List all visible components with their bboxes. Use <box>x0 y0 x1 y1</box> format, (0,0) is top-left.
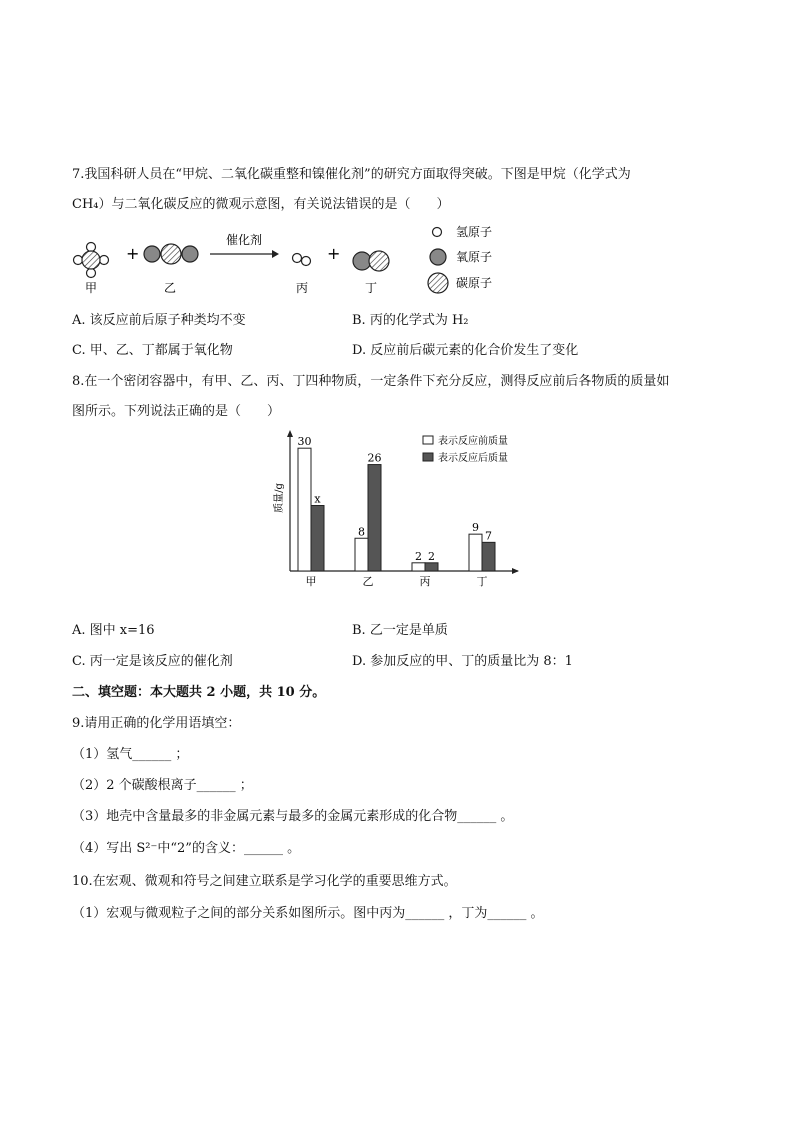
q8-stem-line1: 8.在一个密闭容器中，有甲、乙、丙、丁四种物质，一定条件下充分反应，测得反应前后各物质的质量如 <box>72 374 670 389</box>
legend-swatch-1 <box>423 453 433 461</box>
q10-stem: 10.在宏观、微观和符号之间建立联系是学习化学的重要思维方式。 <box>72 874 457 889</box>
label-bing: 丙 <box>296 281 309 295</box>
q9-item-2: （2）2 个碳酸根离子______ ； <box>72 778 253 793</box>
data-label-after-0: x <box>314 492 321 506</box>
legend-hydrogen-icon <box>433 228 442 237</box>
data-label-before-3: 9 <box>472 521 479 535</box>
co2-molecule <box>144 244 198 264</box>
data-label-after-1: 26 <box>367 451 382 465</box>
data-label-before-1: 8 <box>358 525 365 539</box>
label-jia: 甲 <box>85 281 98 295</box>
data-label-after-2: 2 <box>428 549 435 563</box>
label-ding: 丁 <box>365 281 378 295</box>
h2-molecule <box>293 254 311 266</box>
mass-bar-chart <box>268 428 528 593</box>
q7-option-c: C. 甲、乙、丁都属于氧化物 <box>72 343 233 358</box>
bar-after-3 <box>482 542 495 571</box>
arrow-label: 催化剂 <box>226 233 263 247</box>
q7-option-d: D. 反应前后碳元素的化合价发生了变化 <box>352 343 579 358</box>
q9-stem: 9.请用正确的化学用语填空： <box>72 716 241 731</box>
x-tick-label-2: 丙 <box>419 575 431 588</box>
legend-label-0: 表示反应前质量 <box>438 436 508 447</box>
q7-option-b: B. 丙的化学式为 H₂ <box>352 313 469 328</box>
y-axis-arrow <box>287 430 293 437</box>
y-axis-label: 质量/g <box>274 483 285 513</box>
q10-item-1: （1）宏观与微观粒子之间的部分关系如图所示。图中丙为______ ，丁为______ 。 <box>72 906 544 921</box>
legend-carbon: 碳原子 <box>456 276 493 290</box>
data-label-after-3: 7 <box>485 529 492 543</box>
legend-hydrogen: 氢原子 <box>456 225 493 239</box>
bar-before-1 <box>355 538 368 571</box>
legend-oxygen-icon <box>430 249 446 265</box>
legend-carbon-icon <box>428 273 448 293</box>
bar-after-0 <box>311 506 324 572</box>
q8-option-c: C. 丙一定是该反应的催化剂 <box>72 654 233 669</box>
section-heading: 二、填空题：本大题共 2 小题，共 10 分。 <box>72 685 326 700</box>
q7-stem-line2: CH₄）与二氧化碳反应的微观示意图，有关说法错误的是（ ） <box>72 197 450 212</box>
q7-option-a: A. 该反应前后原子种类均不变 <box>72 313 246 328</box>
q8-option-b: B. 乙一定是单质 <box>352 623 448 638</box>
q9-item-1: （1）氢气______ ； <box>72 747 189 762</box>
data-label-before-2: 2 <box>415 549 422 563</box>
x-tick-label-1: 乙 <box>362 575 374 588</box>
methane-molecule <box>74 243 109 278</box>
co-molecule <box>353 251 389 271</box>
legend-label-1: 表示反应后质量 <box>438 453 508 464</box>
plus-sign-1: + <box>126 244 140 263</box>
label-yi: 乙 <box>164 281 177 295</box>
q8-option-d: D. 参加反应的甲、丁的质量比为 8：1 <box>352 654 573 669</box>
bar-before-3 <box>469 534 482 571</box>
plus-sign-2: + <box>327 244 341 263</box>
q9-item-4: （4）写出 S²⁻中“2”的含义：______ 。 <box>72 841 301 856</box>
q8-stem-line2: 图所示。下列说法正确的是（ ） <box>72 404 281 419</box>
x-axis-arrow <box>512 568 519 574</box>
data-label-before-0: 30 <box>297 435 312 449</box>
bar-after-2 <box>425 563 438 571</box>
q7-stem-line1: 7.我国科研人员在“甲烷、二氧化碳重整和镍催化剂”的研究方面取得突破。下图是甲烷（化学式为 <box>72 167 631 182</box>
legend-swatch-0 <box>423 436 433 444</box>
x-tick-label-0: 甲 <box>305 575 317 588</box>
bar-before-2 <box>412 563 425 571</box>
bar-after-1 <box>368 465 381 571</box>
legend-oxygen: 氧原子 <box>456 250 493 264</box>
q7-reaction-diagram <box>72 222 512 302</box>
bar-before-0 <box>298 448 311 571</box>
x-tick-label-3: 丁 <box>476 575 488 588</box>
q9-item-3: （3）地壳中含量最多的非金属元素与最多的金属元素形成的化合物______ 。 <box>72 809 514 824</box>
q8-option-a: A. 图中 x=16 <box>72 623 155 638</box>
